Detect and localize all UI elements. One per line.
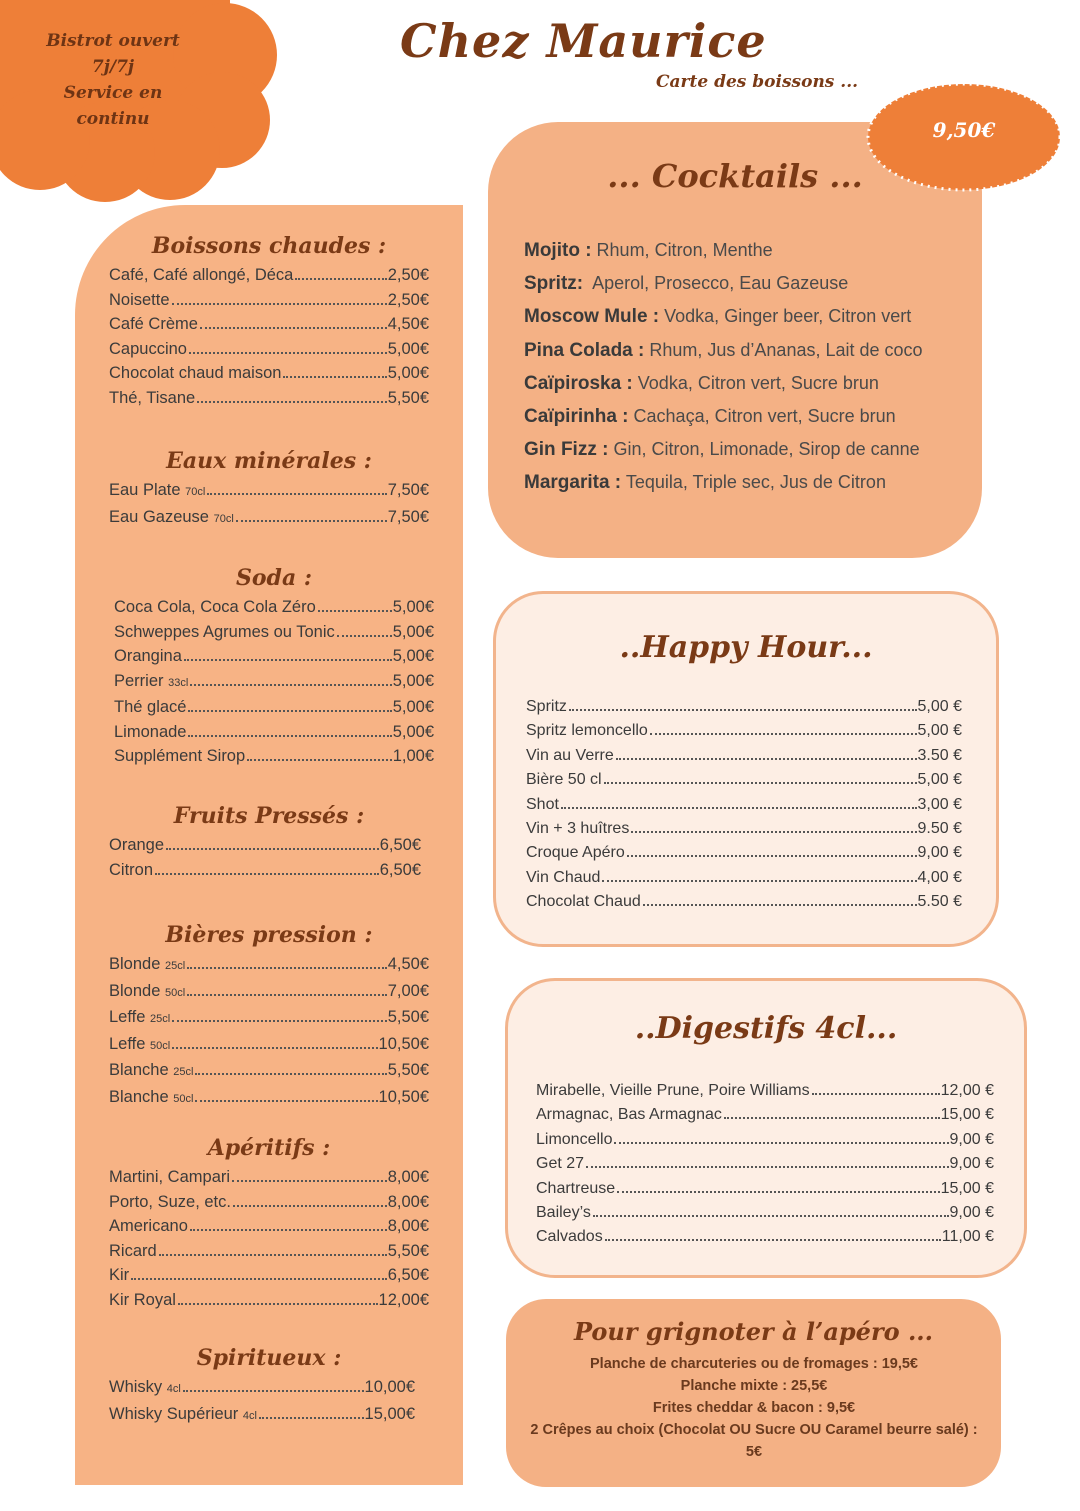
item-label: Blanche 25cl [109,1061,194,1079]
item-price: 11,00 € [941,1228,994,1246]
item-price: 9,00 € [949,1130,994,1148]
item-label: Noisette [109,290,170,309]
cocktail-name: Caïpiroska : [524,372,633,394]
menu-item [536,1177,994,1201]
item-unit: 4cl [242,1409,257,1422]
menu-item [114,744,434,769]
happy-hour-box [493,591,999,947]
item-label: Armagnac, Bas Armagnac [536,1106,722,1124]
item-price: 6,50€ [379,836,421,854]
cocktail-item [524,367,964,400]
section-title: Fruits Pressés : [173,803,365,829]
item-label: Bière 50 cl [526,771,602,789]
menu-item [526,817,962,841]
cloud-text [18,28,208,132]
item-label: Supplément Sirop [114,747,246,765]
item-label: Spritz [526,698,567,715]
menu-item [109,1375,415,1402]
item-label: Eau Gazeuse 70cl [109,507,234,526]
menu-list [114,595,434,769]
item-label: Café Crème [109,315,198,333]
menu-item [109,386,429,411]
section-title: ..Happy Hour... [619,630,873,665]
snack-item: 2 Crêpes au choix (Chocolat OU Sucre OU Caramel beurre salé) : 5€ [530,1422,978,1460]
item-label: Thé, Tisane [109,388,196,407]
item-price: 8,00€ [387,1217,429,1235]
item-label: Limonade [114,722,187,741]
item-label: Croque Apéro [526,844,625,862]
item-price: 5.50 € [917,893,962,911]
item-label: Blonde 25cl [109,955,186,973]
menu-item [114,695,434,720]
item-label: Orange [109,836,165,854]
page-title: Chez Maurice [400,14,767,68]
item-label: Chocolat Chaud [526,893,641,911]
item-price: 5,00€ [387,339,429,358]
cocktail-desc: Vodka, Citron vert, Sucre brun [637,372,879,393]
item-price: 5,50€ [387,1241,429,1260]
item-price: 7,50€ [387,507,429,526]
menu-item [109,1032,429,1059]
item-price: 7,00€ [387,981,429,1000]
menu-list [109,952,429,1111]
item-label: Vin Chaud [526,868,601,886]
digestifs-box [505,978,1027,1278]
item-price: 12,00 € [940,1082,994,1099]
item-label: Kir Royal [109,1290,176,1309]
snack-item: Planche mixte : 25,5€ [680,1378,828,1394]
cocktail-name: Gin Fizz : [524,439,609,461]
menu-list [109,1165,429,1312]
menu-item [114,620,434,645]
item-unit: 25cl [150,1013,171,1025]
item-label: Spritz lemoncello [526,722,648,740]
menu-item [109,833,421,858]
cocktail-item [524,334,964,367]
item-price: 9,00 € [917,844,962,862]
item-unit: 50cl [173,1092,194,1105]
cocktail-price: 9,50€ [932,118,996,142]
menu-item [109,1402,415,1429]
menu-item [109,979,429,1006]
menu-list [109,833,421,882]
item-price: 1,00€ [392,747,434,765]
cocktail-item [524,400,964,433]
item-price: 5,00 € [917,771,962,789]
item-unit: 33cl [168,676,189,689]
item-label: Orangina [114,647,182,665]
item-label: Bailey’s [536,1204,591,1222]
item-price: 9.50 € [917,820,962,838]
menu-item [109,1263,429,1288]
cocktail-desc: Rhum, Citron, Menthe [596,240,773,260]
item-label: Schweppes Agrumes ou Tonic [114,622,335,641]
item-label: Porto, Suze, etc. [109,1192,231,1211]
item-unit: 50cl [164,986,186,999]
cocktail-name: Mojito : [524,240,592,261]
left-menu-column [75,205,463,1485]
menu-list [109,478,429,531]
cocktail-item [524,234,964,267]
item-price: 3,00 € [917,795,962,813]
menu-item [526,890,962,914]
item-unit: 70cl [185,486,206,498]
section-title: Eaux minérales : [166,448,372,474]
item-label: Ricard [109,1241,157,1260]
section-aperitifs [109,1135,429,1312]
section-spiritueux [109,1345,429,1428]
item-price: 15,00€ [364,1404,415,1423]
item-price: 5,00€ [392,722,434,741]
item-price: 5,50€ [387,388,429,407]
menu-item [109,1239,429,1264]
item-unit: 4cl [166,1383,181,1395]
menu-item [536,1103,994,1127]
section-title: Bières pression : [165,922,373,948]
cocktail-list [524,234,964,500]
menu-list [109,263,429,410]
item-label: Citron [109,860,154,879]
item-label: Limoncello [536,1130,613,1148]
item-price: 4,00 € [917,868,962,886]
section-title: Apéritifs : [207,1135,331,1161]
snack-item: Planche de charcuteries ou de fromages : 19,5€ [590,1356,918,1372]
item-price: 6,50€ [387,1266,429,1284]
item-label: Blanche 50cl [109,1087,194,1106]
digestifs-list [536,1079,994,1250]
menu-item [536,1152,994,1176]
item-price: 4,50€ [387,315,429,333]
item-price: 5,00€ [387,364,429,382]
cloud-line: continu [76,109,150,129]
item-price: 2,50€ [387,266,429,284]
item-price: 8,00€ [387,1192,429,1211]
item-price: 15,00 € [940,1179,994,1197]
menu-item [109,361,429,386]
item-label: Americano [109,1217,188,1235]
section-title: Spiritueux : [196,1345,342,1371]
snack-list [524,1353,984,1463]
cocktail-name: Spritz: [524,273,584,295]
cocktail-desc: Gin, Citron, Limonade, Sirop de canne [613,439,920,460]
item-label: Thé glacé [114,698,187,716]
menu-item [526,841,962,865]
menu-item [109,1214,429,1239]
cocktail-name: Pina Colada : [524,339,645,361]
cloud-line: Bistrot ouvert [46,31,180,51]
item-label: Café, Café allongé, Déca [109,266,294,284]
section-boissons-chaudes [109,233,429,410]
menu-item [109,1005,429,1032]
menu-item [109,505,429,532]
item-price: 5,00 € [917,722,962,740]
menu-item [109,478,429,505]
menu-item [114,595,434,620]
cocktail-name: Margarita : [524,472,622,494]
cocktail-item [524,267,964,300]
section-title: Pour grignoter à l’apéro ... [573,1317,934,1346]
cocktail-name: Caïpirinha : [524,406,629,428]
item-price: 2,50€ [387,290,429,309]
item-unit: 50cl [150,1039,171,1052]
cocktail-name: Moscow Mule : [524,306,660,328]
section-soda [114,565,434,769]
item-label: Perrier 33cl [114,671,189,690]
item-label: Leffe 50cl [109,1034,171,1053]
item-label: Leffe 25cl [109,1008,171,1026]
cloud-line: Service en [63,83,163,103]
item-price: 5,00€ [392,647,434,665]
menu-item [109,288,429,313]
menu-item [109,858,421,883]
item-unit: 25cl [164,960,186,972]
menu-item [114,644,434,669]
item-label: Vin + 3 huîtres [526,820,630,838]
item-price: 5,00€ [392,671,434,690]
menu-item [109,952,429,979]
item-label: Chartreuse [536,1179,616,1197]
section-title: Boissons chaudes : [151,233,387,259]
page-subtitle: Carte des boissons ... [656,72,859,92]
item-label: Whisky 4cl [109,1378,181,1396]
cloud-line: 7j/7j [91,57,135,77]
cocktail-desc: Rhum, Jus d’Ananas, Lait de coco [649,339,923,360]
cocktail-item [524,300,964,333]
section-eaux-minerales [109,448,429,531]
item-label: Martini, Campari [109,1168,231,1186]
item-price: 10,00€ [364,1378,415,1396]
menu-item [109,1288,429,1313]
snack-item: Frites cheddar & bacon : 9,5€ [652,1400,856,1416]
item-price: 7,50€ [387,481,429,499]
cocktail-desc: Cachaça, Citron vert, Sucre brun [633,406,896,427]
menu-list [109,1375,415,1428]
item-label: Blonde 50cl [109,981,186,1000]
item-price: 5,50€ [387,1061,429,1079]
menu-item [109,312,429,337]
item-price: 3.50 € [917,746,962,764]
item-label: Shot [526,795,559,813]
item-price: 5,50€ [387,1008,429,1026]
menu-item [109,1190,429,1215]
cocktail-item [524,466,964,499]
item-price: 9,00 € [949,1204,994,1222]
section-title: Soda : [236,565,312,591]
snacks-box [506,1299,1001,1487]
item-label: Get 27 [536,1155,585,1173]
item-label: Calvados [536,1228,603,1246]
menu-item [536,1225,994,1249]
item-label: Chocolat chaud maison [109,364,282,382]
item-label: Whisky Supérieur 4cl [109,1404,257,1423]
item-price: 10,50€ [378,1034,429,1053]
item-price: 5,00€ [392,598,434,616]
menu-item [536,1128,994,1152]
section-bieres-pression [109,922,429,1111]
menu-item [526,768,962,792]
menu-item [536,1201,994,1225]
menu-item [526,744,962,768]
cocktail-item [524,433,964,466]
item-label: Kir [109,1266,130,1284]
item-price: 9,00 € [949,1155,994,1173]
cocktail-desc: Vodka, Ginger beer, Citron vert [664,306,912,327]
happy-hour-list [526,695,962,915]
menu-item [526,793,962,817]
item-price: 15,00 € [940,1106,994,1124]
menu-item [109,1058,429,1085]
item-label: Capuccino [109,339,187,358]
menu-item [526,695,962,719]
menu-item [536,1079,994,1103]
item-label: Eau Plate 70cl [109,481,206,499]
item-price: 12,00€ [378,1290,429,1309]
menu-item [109,263,429,288]
item-price: 10,50€ [378,1087,429,1106]
cocktail-desc: Tequila, Triple sec, Jus de Citron [625,472,886,493]
item-unit: 25cl [173,1066,194,1078]
item-price: 5,00€ [392,622,434,641]
menu-item [114,720,434,745]
menu-item [526,866,962,890]
section-title: ... Cocktails ... [607,157,863,195]
section-title: ..Digestifs 4cl... [634,1011,898,1046]
item-unit: 70cl [213,512,234,525]
section-fruits-presses [109,803,429,882]
item-label: Mirabelle, Vieille Prune, Poire Williams [536,1082,810,1099]
menu-item [109,337,429,362]
menu-item [109,1085,429,1112]
item-price: 4,50€ [387,955,429,973]
item-price: 5,00 € [917,698,962,715]
menu-item [526,719,962,743]
item-label: Vin au Verre [526,746,614,764]
cocktail-desc: Aperol, Prosecco, Eau Gazeuse [592,273,849,294]
item-label: Coca Cola, Coca Cola Zéro [114,598,316,616]
menu-item [109,1165,429,1190]
item-price: 6,50€ [379,860,421,879]
item-price: 8,00€ [387,1168,429,1186]
item-price: 5,00€ [392,698,434,716]
menu-item [114,669,434,696]
